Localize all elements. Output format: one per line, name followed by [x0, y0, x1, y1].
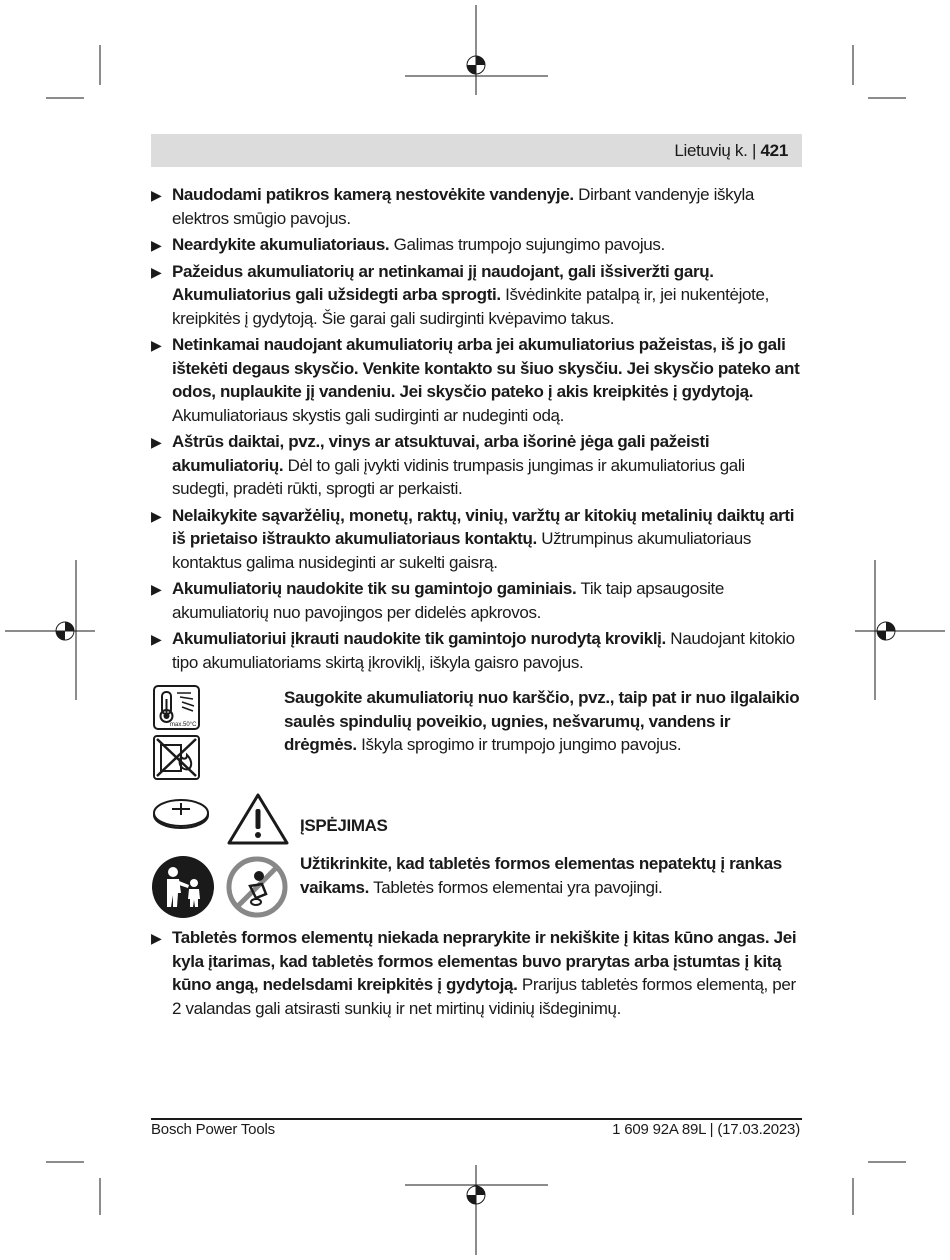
bullet-arrow-icon: ▶: [151, 434, 162, 450]
item-text: Prarijus tabletės formos elementą, per 2 valandas gali atsirasti sunkių ir net mirtinų vidinių išdeginimų.: [172, 975, 796, 1018]
item-bold: Naudodami patikros kamerą nestovėkite vandenyje.: [172, 185, 574, 204]
footer-doc-number: 1 609 92A 89L | (17.03.2023): [612, 1121, 800, 1138]
item-text: Naudojant kitokio tipo akumuliatoriams skirtą įkroviklį, iškyla gaisro pavojus.: [172, 629, 795, 672]
no-swallow-battery-icon: [226, 856, 288, 918]
item-text: Tik taip apsaugosite akumuliatorių nuo pavojingos per didelės apkrovos.: [172, 579, 725, 622]
list-item: [151, 627, 802, 674]
item-bold: Akumuliatoriui įkrauti naudokite tik gamintojo nurodytą kroviklį.: [172, 629, 666, 648]
list-item: [151, 504, 802, 575]
keep-away-from-children-icon: [151, 855, 215, 919]
item-text: Išvėdinkite patalpą ir, jei nukentėjote, kreipkitės į gydytoją. Šie garai gali sudirginti kvėpavimo takus.: [172, 285, 769, 328]
icon-label: max.50°C: [170, 722, 197, 728]
list-item: [151, 333, 802, 427]
language-label: Lietuvių k. |: [674, 141, 757, 160]
item-bold: Netinkamai naudojant akumuliatorių arba jei akumuliatorius pažeistas, iš jo gali ištekėti degaus skysčio. Venkite kontakto su šiuo skysčiu. Jei skysčio pateko ant odos, nuplaukite jį vandeniu. Jei skysčio pateko į akis kreipkitės į gydytoją.: [172, 335, 800, 401]
page-header-bar: [151, 134, 802, 167]
bullet-arrow-icon: ▶: [151, 187, 162, 203]
footer-divider: [151, 1118, 802, 1120]
temperature-warning-icon: [153, 685, 201, 731]
list-item: [151, 430, 802, 501]
bullet-arrow-icon: ▶: [151, 631, 162, 647]
safety-instructions-list: [151, 183, 802, 677]
coin-cell-battery-icon: [152, 797, 212, 829]
footer-brand: Bosch Power Tools: [151, 1121, 275, 1138]
children-warning-bold: Užtikrinkite, kad tabletės formos elementas nepatektų į rankas vaikams.: [300, 854, 782, 897]
bullet-arrow-icon: ▶: [151, 263, 162, 280]
warning-heading: ĮSPĖJIMAS: [300, 816, 388, 835]
bullet-arrow-icon: ▶: [151, 237, 162, 253]
bullet-arrow-icon: ▶: [151, 337, 162, 353]
children-warning-text: [300, 852, 802, 899]
list-item: [151, 233, 802, 257]
item-bold: Akumuliatorių naudokite tik su gamintojo gaminiais.: [172, 579, 577, 598]
list-item: [151, 183, 802, 230]
heat-warning-text: [284, 686, 802, 757]
heat-warning-bold: Saugokite akumuliatorių nuo karščio, pvz., taip pat ir nuo ilgalaikio saulės spindulių poveikio, ugnies, nešvarumų, vandens ir drėgmės.: [284, 688, 800, 754]
bullet-arrow-icon: ▶: [151, 581, 162, 597]
item-bold: Neardykite akumuliatoriaus.: [172, 235, 390, 254]
item-text: Dėl to gali įvykti vidinis trumpasis jungimas ir akumuliatorius gali sudegti, pradėti rūkti, sprogti ar perkaisti.: [172, 455, 745, 498]
page-number: 421: [760, 141, 788, 160]
children-warning-rest: Tabletės formos elementai yra pavojingi.: [369, 877, 663, 897]
item-bold: Nelaikykite sąvaržėlių, monetų, raktų, vinių, varžtų ar kitokių metalinių daiktų arti iš prietaiso ištraukto akumuliatoriaus kontaktų.: [172, 505, 795, 548]
item-text: Užtrumpinus akumuliatoriaus kontaktus galima nusideginti ar sukelti gaisrą.: [172, 529, 751, 572]
no-fire-water-icon: [153, 735, 201, 781]
heat-warning-rest: Iškyla sprogimo ir trumpojo jungimo pavojus.: [356, 735, 682, 754]
item-bold: Tabletės formos elementų niekada neprarykite ir nekiškite į kitas kūno angas. Jei kyla įtarimas, kad tabletės formos elementas buvo prarytas arba įstumtas į kitą kūno angą, nedelsdami kreipkitės į gydytoją.: [172, 928, 797, 994]
list-item: [151, 926, 802, 1020]
bullet-arrow-icon: ▶: [151, 930, 162, 946]
final-instruction-list: [151, 926, 802, 1023]
bullet-arrow-icon: ▶: [151, 507, 162, 524]
list-item: [151, 577, 802, 624]
warning-triangle-icon: [226, 792, 290, 846]
item-text: Akumuliatoriaus skystis gali sudirginti ar nudeginti odą.: [172, 405, 565, 425]
item-bold: Pažeidus akumuliatorių ar netinkamai jį naudojant, gali išsiveržti garų. Akumuliatorius gali užsidegti arba sprogti.: [172, 261, 714, 304]
page-header: [674, 141, 788, 161]
item-text: Galimas trumpojo sujungimo pavojus.: [389, 235, 665, 254]
item-bold: Aštrūs daiktai, pvz., vinys ar atsuktuvai, arba išorinė jėga gali pažeisti akumuliatorių.: [172, 432, 710, 475]
list-item: [151, 260, 802, 331]
item-text: Dirbant vandenyje iškyla elektros smūgio pavojus.: [172, 185, 754, 228]
